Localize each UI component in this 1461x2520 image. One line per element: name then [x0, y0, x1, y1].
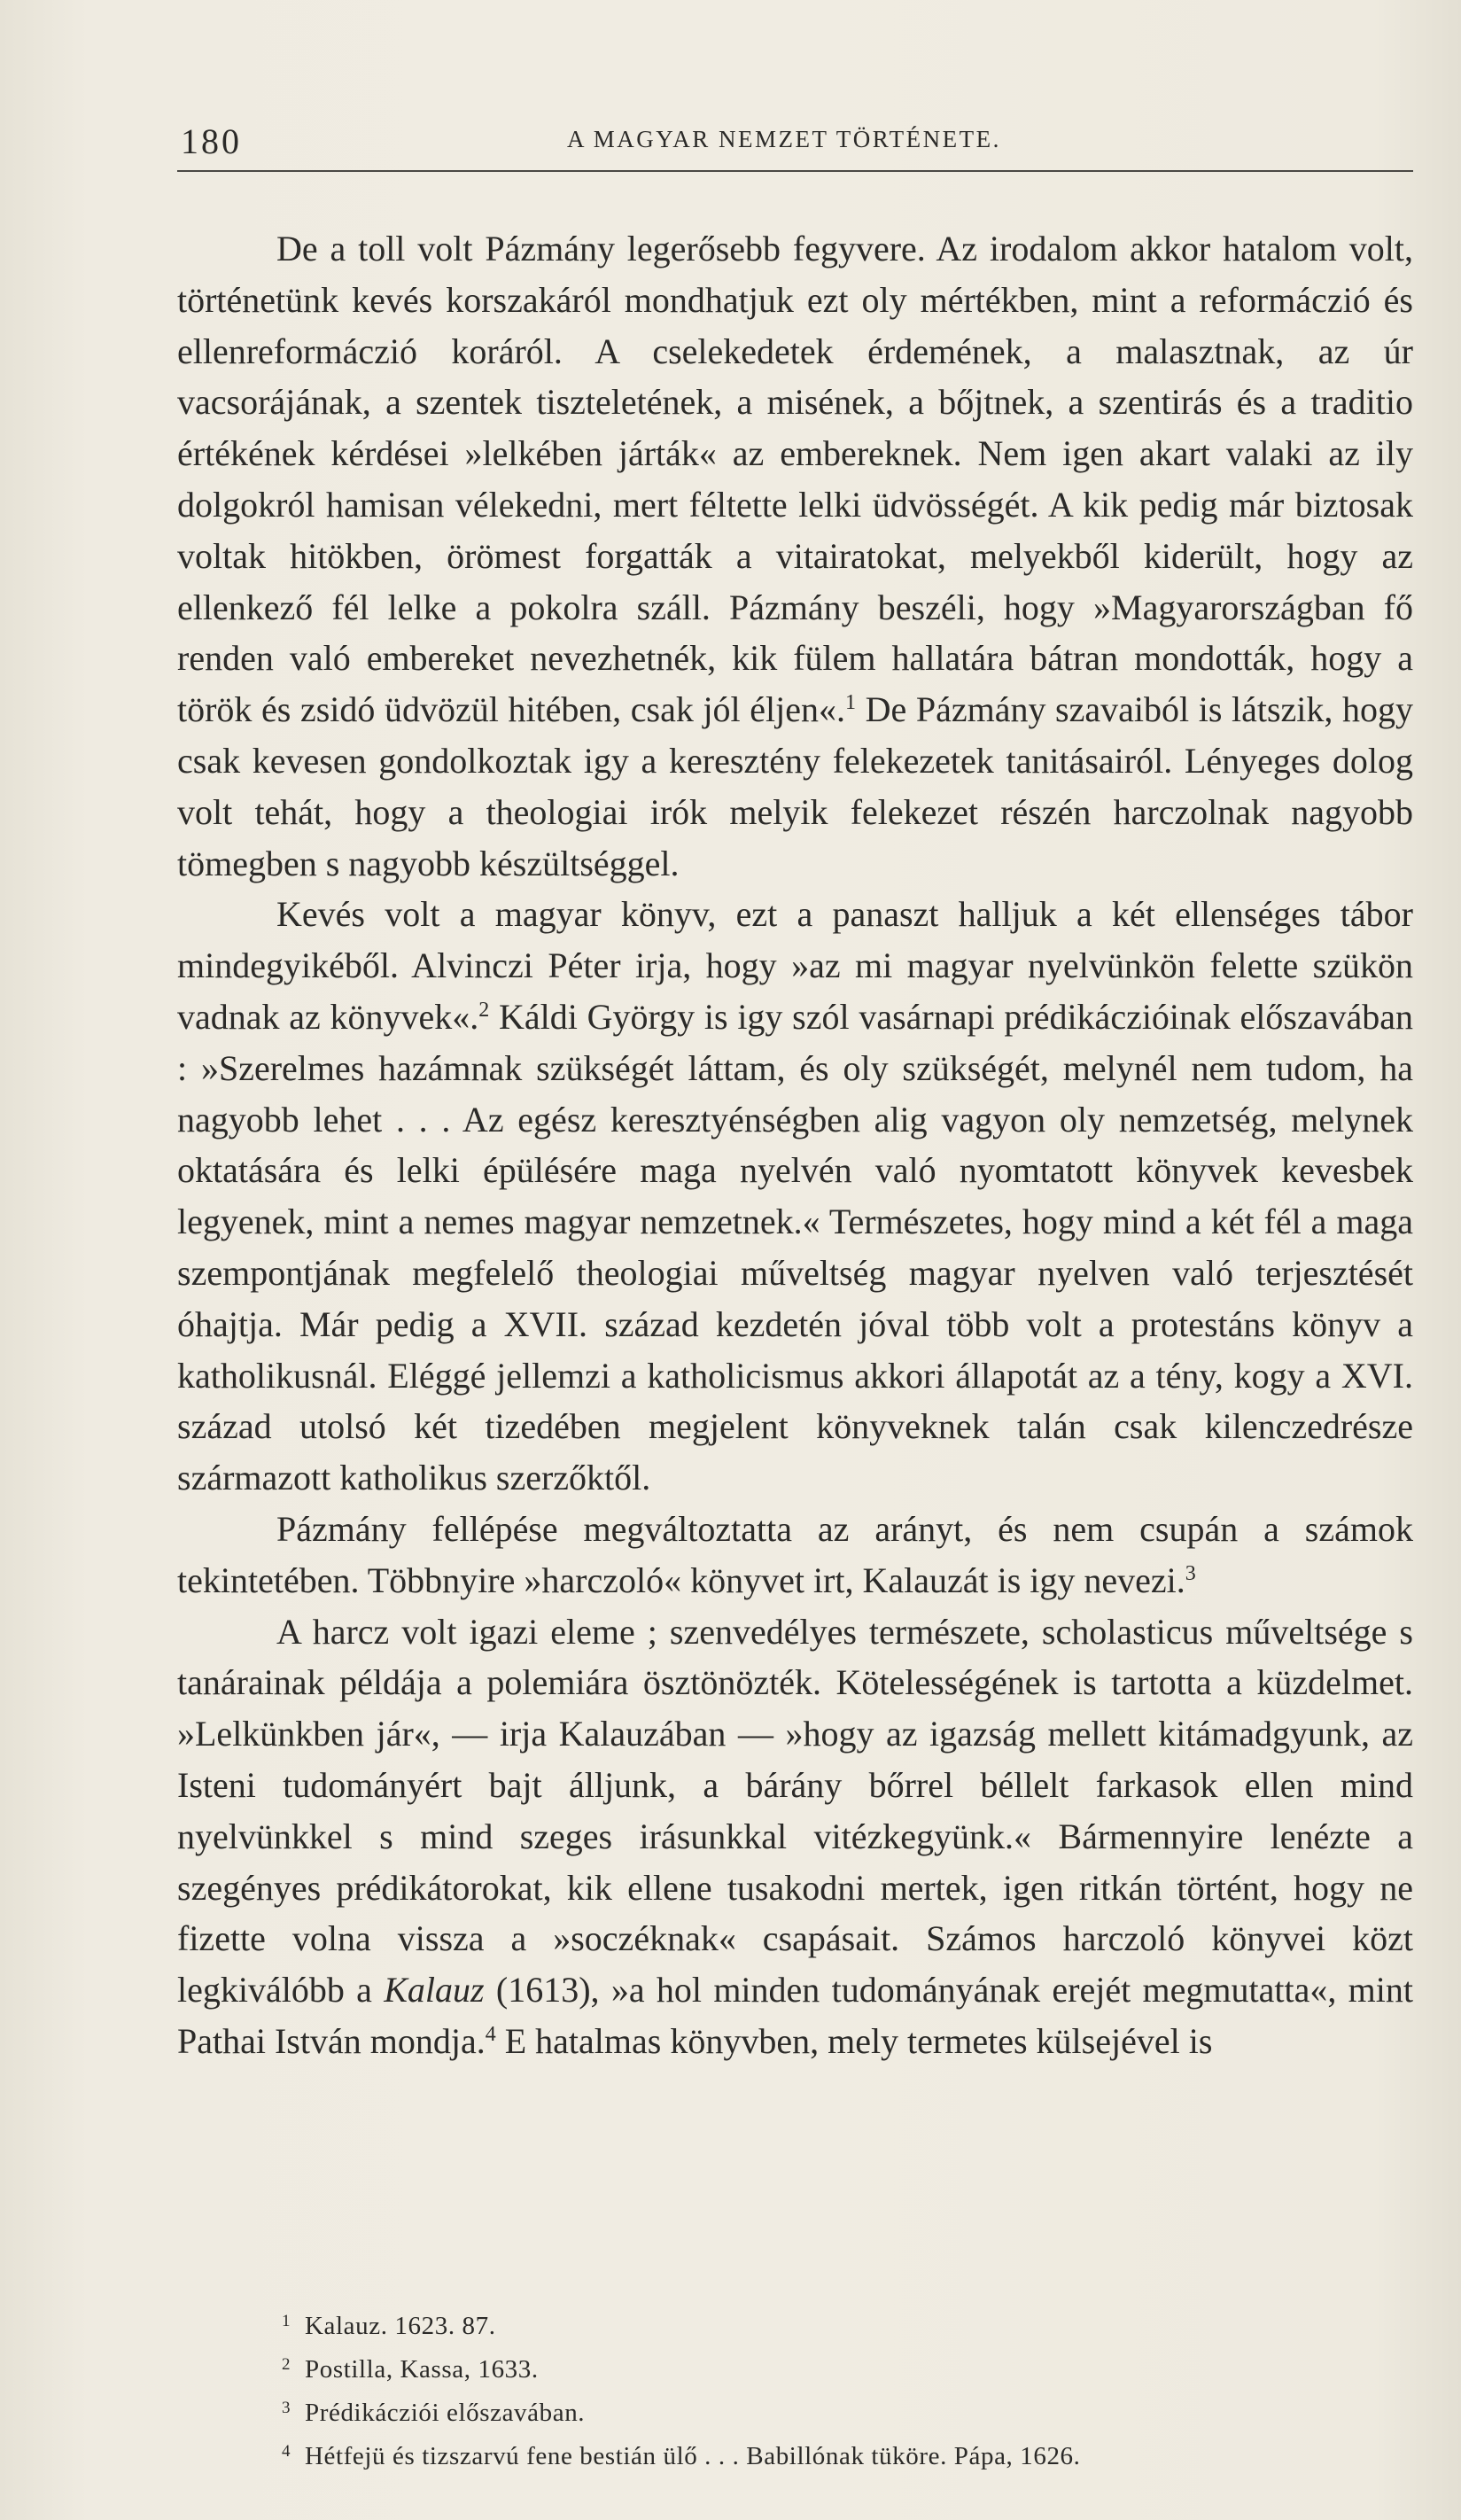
page-header: [177, 113, 1413, 172]
footnote-mark: 4: [282, 2442, 291, 2461]
footnote-mark: 3: [282, 2399, 291, 2417]
paragraph-text: Kevés volt a magyar könyv, ezt a panaszt halljuk a két ellenséges tábor mindegyikéből. Alvinczi Péter irja, hogy »az mi magyar nyelvünkön felette szükön vadnak az könyvek«.: [177, 894, 1413, 1037]
footnote: [282, 2345, 1398, 2389]
paragraph: [177, 223, 1413, 889]
footnote-reference: 1: [845, 691, 856, 715]
running-head: A MAGYAR NEMZET TÖRTÉNETE.: [567, 126, 1001, 152]
footnote: [282, 2432, 1398, 2476]
footnotes: [282, 2302, 1398, 2476]
footnote-text: Kalauz. 1623. 87.: [305, 2312, 496, 2340]
italic-title: Kalauz: [384, 1970, 485, 2011]
paragraph-text: Káldi György is igy szól vasárnapi prédikáczióinak előszavában : »Szerelmes hazámnak szükségét láttam, és oly szükségét, melynél nem tudom, ha nagyobb lehet . . . Az egész keresztyénségben alig vagyon oly nemzetség, melynek oktatására és lelki épülésére maga nyelvén való nyomtatott könyvek kevesbek legyenek, mint a nemes magyar nemzetnek.« Természetes, hogy mind a két fél a maga szempontjának megfelelő theologiai műveltség magyar nyelven való terjesztését óhajtja. Már pedig a XVII. század kezdetén jóval több volt a protestáns könyv a katholikusnál. Eléggé jellemzi a katholicismus akkori állapotát az a tény, kogy a XVI. század utolsó két tizedében megjelent könyveknek talán csak kilenczedrésze származott katholikus szerzőktől.: [177, 996, 1413, 1498]
paragraph: [177, 1606, 1413, 2067]
footnote-reference: 2: [478, 998, 490, 1022]
paragraph-text: De a toll volt Pázmány legerősebb fegyvere. Az irodalom akkor hatalom volt, történetünk kevés korszakáról mondhatjuk ezt oly mértékben, mint a reformáczió és ellenreformáczió koráról. A cselekedetek érdemének, a malasztnak, az úr vacsorájának, a szentek tiszteletének, a misének, a bőjtnek, a szentirás és a traditio értékének kérdései »lelkében járták« az embereknek. Nem igen akart valaki az ily dolgokról hamisan vélekedni, mert féltette lelki üdvösségét. A kik pedig már biztosak voltak hitökben, örömest forgatták a vitairatokat, melyekből kiderült, hogy az ellenkező fél lelke a pokolra száll. Pázmány beszéli, hogy »Magyarországban fő renden való embereket nevezhetnék, kik fülem hallatára bátran mondották, hogy a török és zsidó üdvözül hitében, csak jól éljen«.: [177, 229, 1413, 730]
footnote-text: Hétfejü és tizszarvú fene bestián ülő . . . Babillónak tüköre. Pápa, 1626.: [305, 2442, 1081, 2470]
footnote: [282, 2389, 1398, 2432]
paragraph-text: E hatalmas könyvben, mely termetes külsejével is: [495, 2020, 1213, 2061]
paragraph-text: De Pázmány szavaiból is látszik, hogy csak kevesen gondolkoztak igy a keresztény felekezetek tanitásairól. Lényeges dolog volt tehát, hogy a theologiai irók melyik felekezet részén harczolnak nagyobb tömegben s nagyobb készültséggel.: [177, 689, 1413, 883]
paragraph-text: (1613), »a hol minden tudományának erejét megmutatta«, mint Pathai István mondja.: [177, 1970, 1413, 2061]
footnote: [282, 2302, 1398, 2345]
body-text: [177, 223, 1413, 2067]
footnote-reference: 3: [1185, 1561, 1196, 1585]
paragraph-text: A harcz volt igazi eleme ; szenvedélyes természete, scholasticus műveltsége s tanárainak példája a polemiára ösztönözték. Kötelességének is tartotta a küzdelmet. »Lelkünkben jár«, — irja Kalauzában — »hogy az igazság mellett kitámadgyunk, az Isteni tudományért bajt álljunk, a bárány bőrrel béllelt farkasok ellen mind nyelvünkkel s mind szeges irásunkkal vitézkegyünk.« Bármennyire lenézte a szegényes prédikátorokat, kik ellene tusakodni mertek, igen ritkán történt, hogy ne fizette volna vissza a »soczéknak« csapásait. Számos harczoló könyvei közt legkiválóbb a: [177, 1611, 1413, 2011]
footnote-text: Prédikácziói előszavában.: [305, 2399, 586, 2427]
footnote-mark: 1: [282, 2312, 291, 2330]
paragraph: [177, 889, 1413, 1504]
paragraph: [177, 1504, 1413, 1606]
footnote-reference: 4: [485, 2022, 496, 2046]
page-number: 180: [181, 121, 242, 161]
footnote-mark: 2: [282, 2355, 291, 2374]
paragraph-text: Pázmány fellépése megváltoztatta az arányt, és nem csupán a számok tekintetében. Többnyire »harczoló« könyvet irt, Kalauzát is igy nevezi.: [177, 1508, 1413, 1600]
footnote-text: Postilla, Kassa, 1633.: [305, 2355, 539, 2384]
